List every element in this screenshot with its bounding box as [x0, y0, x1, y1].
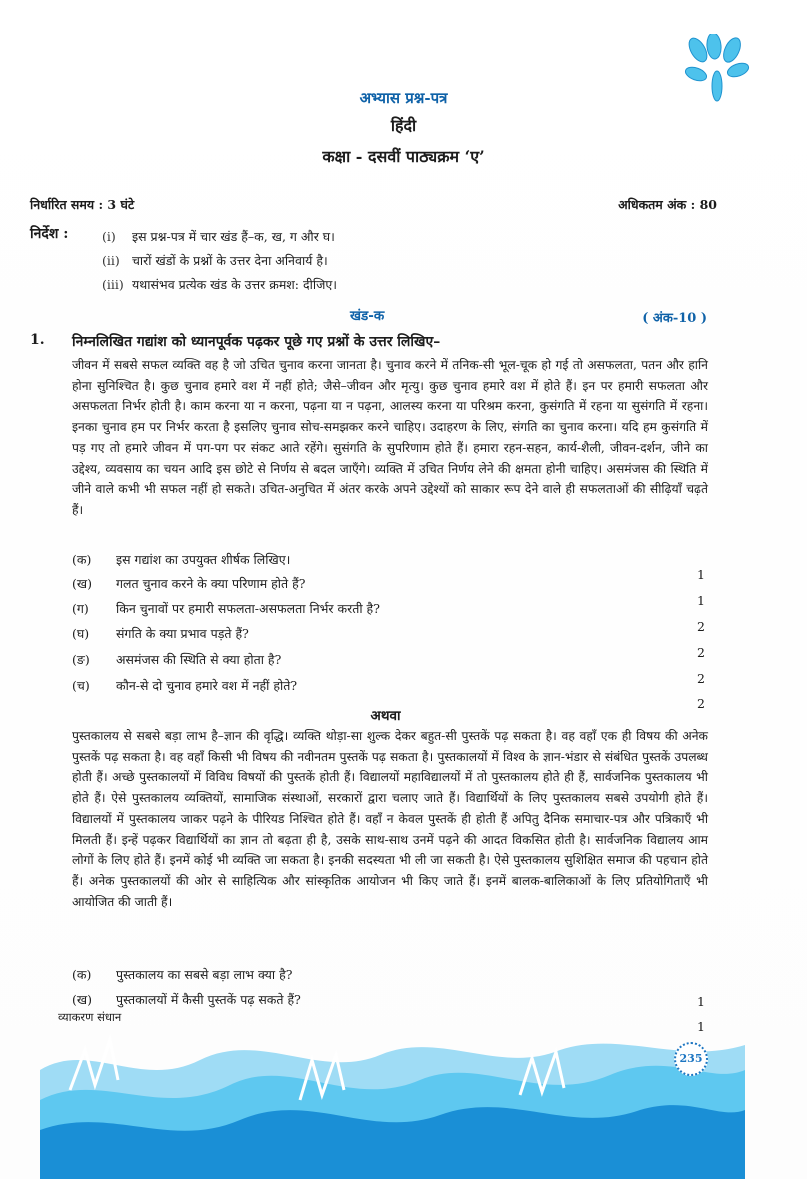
- or-heading-text: अथवा: [370, 708, 401, 724]
- subquestion-text: इस गद्यांश का उपयुक्त शीर्षक लिखिए।: [115, 552, 291, 567]
- max-marks: अधिकतम अंक : 80: [618, 197, 717, 212]
- question-mark: 2: [697, 696, 705, 711]
- subquestion-text: पुस्तकालयों में कैसी पुस्तकें पढ़ सकते हैं?: [115, 992, 301, 1007]
- subquestion-label: (ग): [72, 601, 89, 616]
- instruction-text: इस प्रश्न-पत्र में चार खंड हैं–क, ख, ग और घ।: [131, 229, 335, 244]
- class-heading: कक्षा - दसवीं पाठ्यक्रम ‘ए’: [322, 147, 485, 166]
- instruction-text: चारों खंडों के प्रश्नों के उत्तर देना अनिवार्य है।: [131, 253, 328, 268]
- subquestion-label: (ङ): [72, 652, 90, 667]
- instruction-number: (ii): [102, 253, 120, 268]
- question-mark: 1: [697, 567, 705, 582]
- instruction-text: यथासंभव प्रत्येक खंड के उत्तर क्रमश: दीजिए।: [131, 277, 338, 292]
- subquestion-text: संगति के क्या प्रभाव पड़ते हैं?: [115, 626, 249, 641]
- question-text: निम्नलिखित गद्यांश को ध्यानपूर्वक पढ़कर पूछे गए प्रश्नों के उत्तर लिखिए–: [72, 334, 441, 350]
- subquestion-text: कौन-से दो चुनाव हमारे वश में नहीं होते?: [115, 678, 298, 693]
- book-title: व्याकरण संधान: [58, 1010, 122, 1024]
- subquestion-label: (क): [72, 967, 92, 982]
- or-heading: [0, 706, 807, 724]
- page-number: 235: [674, 1042, 708, 1076]
- instruction-item: [102, 228, 335, 245]
- question-mark: 1: [697, 1019, 705, 1034]
- instruction-number: (iii): [102, 277, 124, 292]
- subquestion-text: गलत चुनाव करने के क्या परिणाम होते हैं?: [115, 576, 306, 591]
- question-mark: 2: [697, 645, 705, 660]
- section-marks: ( अंक-10 ): [642, 311, 707, 326]
- subquestion: [72, 991, 301, 1008]
- section-title: खंड-क: [350, 308, 385, 324]
- paper-heading: अभ्यास प्रश्न-पत्र: [359, 89, 448, 107]
- subquestion-text: किन चुनावों पर हमारी सफलता-असफलता निर्भर करती है?: [115, 601, 380, 616]
- question-mark: 2: [697, 619, 705, 634]
- subquestion-text: पुस्तकालय का सबसे बड़ा लाभ क्या है?: [115, 967, 293, 982]
- subquestion-label: (ख): [72, 576, 92, 591]
- subquestion-label: (च): [72, 678, 90, 693]
- subquestion: [72, 600, 380, 617]
- instruction-item: [102, 276, 337, 293]
- subquestion: [72, 625, 249, 642]
- subquestion-label: (ख): [72, 992, 92, 1007]
- subject-heading: हिंदी: [390, 116, 417, 135]
- subquestion-text: असमंजस की स्थिति से क्या होता है?: [115, 652, 282, 667]
- question-mark: 2: [697, 671, 705, 686]
- subquestion-label: (क): [72, 552, 92, 567]
- question-number: 1.: [30, 332, 45, 348]
- instruction-item: [102, 252, 328, 269]
- subquestion: [72, 966, 292, 983]
- question-mark: 1: [697, 994, 705, 1009]
- passage-2: पुस्तकालय से सबसे बड़ा लाभ है–ज्ञान की वृद्धि। व्यक्ति थोड़ा-सा शुल्क देकर बहुत-सी पुस्तकें पढ़ सकता है। वह वहाँ एक ही विषय की अनेक पुस्तकें पढ़ सकता है। वह वहाँ किसी भी विषय की नवीनतम पुस्तकें पढ़ सकता है। पुस्तकालयों में विश्व के ज्ञान-भंडार से संबंधित पुस्तकें उपलब्ध होती हैं। अच्छे पुस्तकालयों में विविध विषयों की पुस्तकें होती हैं। विद्यालयों महाविद्यालयों में तो पुस्तकालय होते ही हैं, सार्वजनिक पुस्तकालय भी होते हैं। ऐसे पुस्तकालय व्यक्तियों, सामाजिक संस्थाओं, सरकारों द्वारा चलाए जाते हैं। विद्यार्थियों के लिए पुस्तकालय सबसे उपयोगी होते हैं। विद्यालयों में पुस्तकालय जाकर पढ़ने के पीरियड निश्चित होते हैं। वहाँ न केवल पुस्तकें ही होती हैं अपितु दैनिक समाचार-पत्र और पत्रिकाएँ भी मिलती हैं। इन्हें पढ़कर विद्यार्थियों का ज्ञान तो बढ़ता ही है, उसके साथ-साथ उनमें पढ़ने की आदत विकसित होती है। सार्वजनिक विद्यालय आम लोगों के लिए होते हैं। इनमें कोई भी व्यक्ति जा सकता है। इनकी सदस्यता भी ली जा सकती है। ऐसे पुस्तकालय सुशिक्षित समाज की पहचान होते हैं। अनेक पुस्तकालयों की ओर से साहित्यिक और सांस्कृतिक आयोजन भी किए जाते हैं। इनमें बालक-बालिकाओं के लिए प्रतियोगिताएँ भी आयोजित की जाती हैं।: [72, 729, 708, 909]
- passage-1: जीवन में सबसे सफल व्यक्ति वह है जो उचित चुनाव करना जानता है। चुनाव करने में तनिक-सी भूल-चूक हो गई तो असफलता, पतन और हानि होना सुनिश्चित है। कुछ चुनाव हमारे वश में नहीं होते; जैसे–जीवन और मृत्यु। कुछ चुनाव हमारे वश में होते हैं। इन पर हमारी सफलता और असफलता निर्भर होती है। काम करना या न करना, पढ़ना या न पढ़ना, आलस्य करना या परिश्रम करना, कुसंगति में रहना या सुसंगति में रहना। इनका चुनाव हम पर निर्भर करता है इसलिए चुनाव सोच-समझकर करने चाहिए। उदाहरण के लिए, संगति का चुनाव करना। यदि हम कुसंगति में पड़ गए तो हमारे जीवन में पग-पग पर संकट आते रहेंगे। सुसंगति के सुपरिणाम होते हैं। हमारा रहन-सहन, कार्य-शैली, जीवन-दर्शन, जीने का उद्देश्य, व्यवसाय का चयन आदि इस छोटे से निर्णय से बदल जाएँगे। व्यक्ति में उचित निर्णय लेने की क्षमता होनी चाहिए। असमंजस की स्थिति में जीने वाले कभी भी सफल नहीं हो सकते। उचित-अनुचित में अंतर करके अपने उद्देश्यों को साकार रूप देने वाले ही सफलताओं की सीढ़ियाँ चढ़ते हैं।: [72, 358, 708, 517]
- question-mark: 1: [697, 593, 705, 608]
- instruction-number: (i): [102, 229, 116, 244]
- instructions-title: निर्देश :: [30, 226, 69, 242]
- time-allowed: निर्धारित समय : 3 घंटे: [30, 197, 135, 212]
- subquestion: [72, 651, 281, 668]
- subquestion: [72, 551, 290, 568]
- subquestion: [72, 677, 297, 694]
- subquestion: [72, 575, 305, 592]
- subquestion-label: (घ): [72, 626, 90, 641]
